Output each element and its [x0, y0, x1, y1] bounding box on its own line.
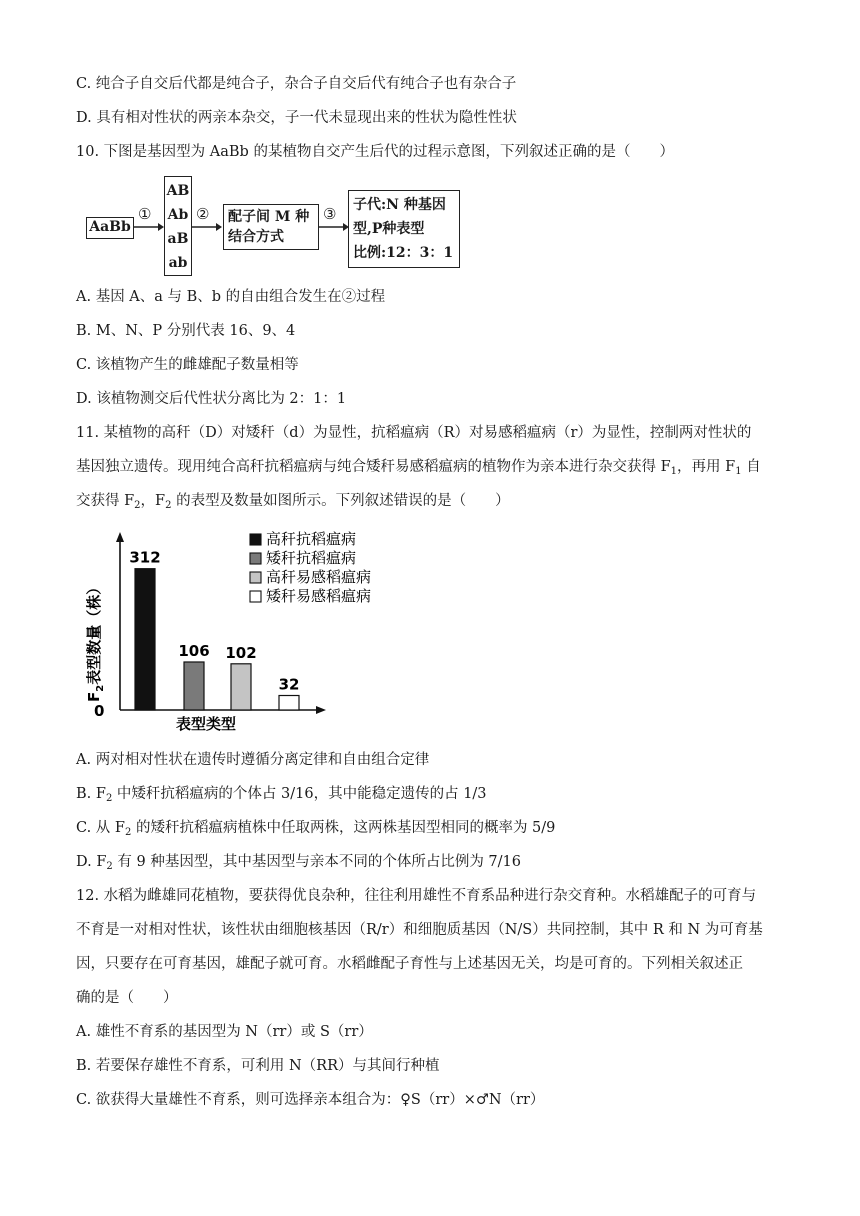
gamete-item: AB	[166, 183, 190, 199]
subscript: 2	[105, 793, 113, 804]
step-3-label: ③	[323, 205, 337, 223]
bar	[184, 662, 204, 710]
q12-option-b: B. 若要保存雄性不育系，可利用 N（RR）与其间行种植	[76, 1058, 440, 1074]
text-span: 有 9 种基因型，其中基因型与亲本不同的个体所占比例为 7/16	[112, 854, 521, 870]
text-span: 中矮秆抗稻瘟病的个体占 3/16，其中能稳定遗传的占 1/3	[112, 786, 487, 802]
q11-stem-line-2	[76, 457, 761, 477]
step-2-label: ②	[196, 205, 210, 223]
q12-stem-line-4: 确的是（ ）	[76, 990, 178, 1006]
text-span: ，F	[140, 493, 166, 509]
legend-swatch	[250, 534, 261, 545]
text-span: 自	[741, 459, 761, 475]
q9-option-d: D. 具有相对性状的两亲本杂交，子一代未显现出来的性状为隐性性状	[76, 110, 517, 126]
y-axis-label-subscript: 2	[95, 684, 106, 692]
x-axis-label: 表型类型	[176, 715, 237, 733]
legend-swatch	[250, 572, 261, 583]
q12-option-a: A. 雄性不育系的基因型为 N（rr）或 S（rr）	[76, 1024, 373, 1040]
q10-option-a: A. 基因 A、a 与 B、b 的自由组合发生在②过程	[76, 289, 386, 305]
arrow-2-icon	[192, 221, 222, 233]
legend-swatch	[250, 553, 261, 564]
bar-value-label: 32	[278, 675, 300, 694]
offspring-box	[348, 190, 460, 268]
f2-phenotype-bar-chart	[84, 526, 424, 736]
q12-stem-line-3: 因，只要存在可育基因，雄配子就可育。水稻雌配子育性与上述基因无关，均是可育的。下列相关叙述正	[76, 956, 743, 972]
parent-genotype-box: AaBb	[86, 217, 134, 239]
subscript: 2	[106, 861, 113, 872]
text-span: 的矮秆抗稻瘟病植株中任取两株，这两株基因型相同的概率为 5/9	[131, 820, 556, 836]
legend-label: 高秆抗稻瘟病	[266, 530, 357, 548]
text-span: 交获得 F	[76, 493, 135, 509]
q9-option-c: C. 纯合子自交后代都是纯合子，杂合子自交后代有纯合子也有杂合子	[76, 76, 517, 92]
bar-value-label: 102	[225, 643, 257, 662]
q12-option-c: C. 欲获得大量雄性不育系，则可选择亲本组合为：♀S（rr）×♂N（rr）	[76, 1092, 545, 1108]
y-axis-label	[85, 580, 106, 702]
gametes-box	[164, 176, 192, 276]
combination-line-2: 结合方式	[228, 229, 284, 245]
offspring-line-3: 比例:12：3：1	[353, 245, 454, 261]
subscript: 1	[670, 466, 678, 477]
y-axis-arrow	[116, 532, 124, 542]
combination-box	[223, 204, 319, 250]
q10-option-b: B. M、N、P 分别代表 16、9、4	[76, 323, 296, 339]
text-span: D. F	[76, 854, 107, 870]
legend-label: 高秆易感稻瘟病	[266, 568, 372, 586]
step-1-label: ①	[138, 205, 152, 223]
q11-stem-line-1: 11. 某植物的高秆（D）对矮秆（d）为显性，抗稻瘟病（R）对易感稻瘟病（r）为显性，控制两对性状的	[76, 425, 752, 441]
legend-label: 矮秆抗稻瘟病	[266, 549, 357, 567]
genotype-flow-diagram	[86, 176, 466, 278]
x-axis-arrow	[316, 706, 326, 714]
q11-option-c	[76, 818, 555, 838]
gamete-item: ab	[168, 255, 188, 271]
text-span: ，再用 F	[677, 459, 736, 475]
q11-option-a: A. 两对相对性状在遗传时遵循分离定律和自由组合定律	[76, 752, 430, 768]
offspring-line-2: 型,P种表型	[353, 221, 425, 237]
subscript: 2	[165, 500, 172, 511]
bar-value-label: 312	[129, 548, 161, 567]
offspring-line-1: 子代:N 种基因	[353, 197, 446, 213]
combination-line-1: 配子间 M 种	[228, 209, 310, 225]
text-span: 基因独立遗传。现用纯合高秆抗稻瘟病与纯合矮秆易感稻瘟病的植物作为亲本进行杂交获得 F	[76, 459, 671, 475]
q11-option-d	[76, 852, 521, 872]
subscript: 1	[735, 466, 742, 477]
origin-label: 0	[94, 702, 105, 720]
legend-label: 矮秆易感稻瘟病	[266, 587, 372, 605]
text-span: B. F	[76, 786, 106, 802]
subscript: 2	[124, 827, 132, 838]
arrow-3-icon	[319, 221, 349, 233]
q10-option-c: C. 该植物产生的雌雄配子数量相等	[76, 357, 299, 373]
y-axis-label-part: 表型数量（株）	[85, 579, 103, 685]
arrow-1-icon	[134, 221, 164, 233]
q12-stem-line-1: 12. 水稻为雌雄同花植物，要获得优良杂种，往往利用雄性不育系品种进行杂交育种。水稻雄配子的可育与	[76, 888, 757, 904]
bar	[279, 696, 299, 710]
bar	[135, 569, 155, 710]
gamete-item: Ab	[167, 207, 189, 223]
q11-option-b	[76, 784, 487, 804]
gamete-item: aB	[167, 231, 189, 247]
bar	[231, 664, 251, 710]
text-span: 的表型及数量如图所示。下列叙述错误的是（ ）	[171, 493, 510, 509]
q11-stem-line-3	[76, 491, 510, 511]
q10-stem: 10. 下图是基因型为 AaBb 的某植物自交产生后代的过程示意图，下列叙述正确的是（ ）	[76, 144, 674, 160]
legend-swatch	[250, 591, 261, 602]
text-span: C. 从 F	[76, 820, 125, 836]
subscript: 2	[134, 500, 141, 511]
q12-stem-line-2: 不育是一对相对性状，该性状由细胞核基因（R/r）和细胞质基因（N/S）共同控制，其中 R 和 N 为可育基	[76, 922, 763, 938]
q10-option-d: D. 该植物测交后代性状分离比为 2：1：1	[76, 391, 347, 407]
bar-value-label: 106	[178, 641, 210, 660]
y-axis-label-part: F	[85, 691, 103, 702]
